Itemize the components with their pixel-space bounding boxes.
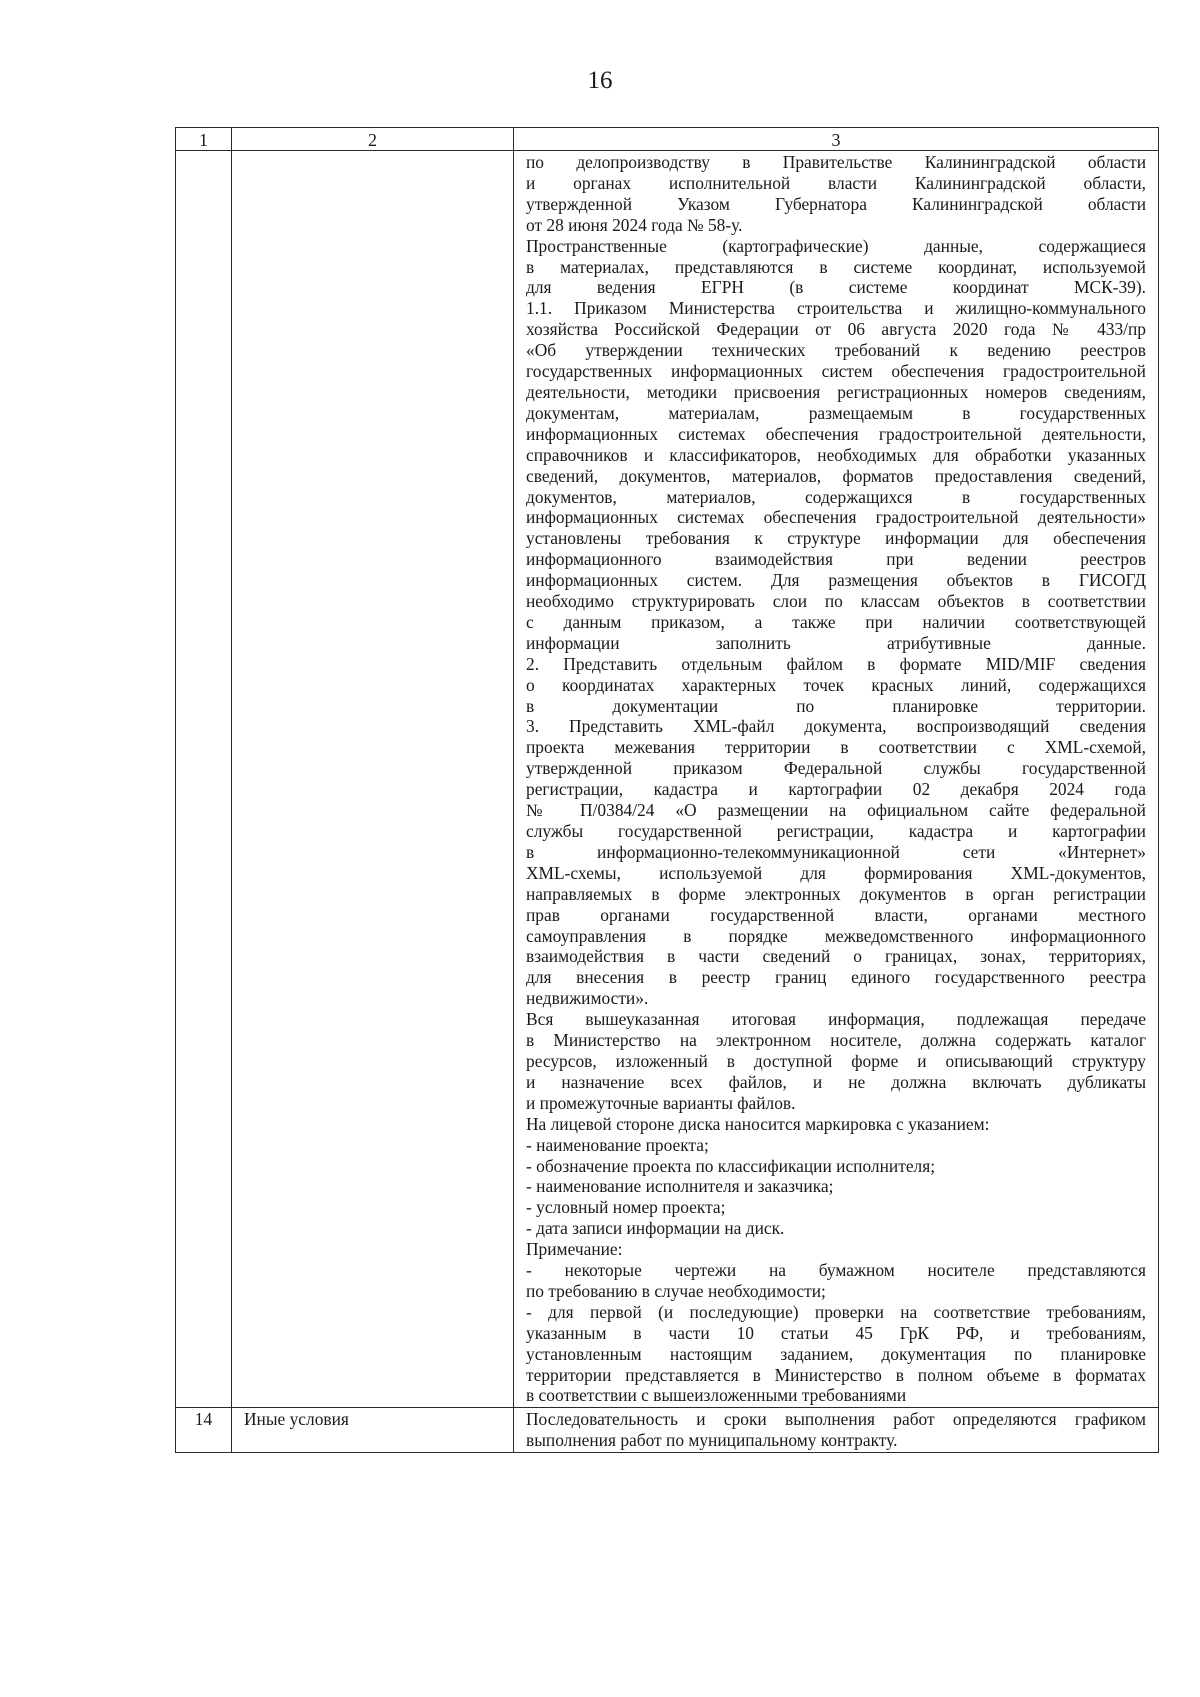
text-line: Вся вышеуказанная итоговая информация, подлежащая передаче [526, 1009, 1146, 1030]
text-line: взаимодействия в части сведений о границах, зонах, территориях, [526, 946, 1146, 967]
text-line: - обозначение проекта по классификации исполнителя; [526, 1155, 936, 1176]
text-line: проекта межевания территории в соответствии с XML-схемой, [526, 737, 1146, 758]
text-line: № П/0384/24 «О размещении на официальном сайте федеральной [526, 800, 1146, 821]
text-line: и промежуточные варианты файлов. [526, 1092, 796, 1113]
text-line: недвижимости». [526, 988, 649, 1009]
text-line: - для первой (и последующие) проверки на соответствие требованиям, [526, 1301, 1146, 1322]
text-line: - наименование исполнителя и заказчика; [526, 1176, 834, 1197]
row-14-name: Иные условия [232, 1408, 514, 1453]
text-line: информационных системах обеспечения градостроительной деятельности, [526, 423, 1146, 444]
text-line: Пространственные (картографические) данные, содержащиеся [526, 235, 1146, 256]
header-col-3: 3 [514, 128, 1159, 151]
cell-number-empty [176, 151, 232, 1408]
text-line: в материалах, представляются в системе координат, используемой [526, 256, 1146, 277]
table-row-continuation [176, 151, 1159, 1408]
text-line: информационных систем. Для размещения объектов в ГИСОГД [526, 570, 1146, 591]
text-line: территории представляется в Министерство в полном объеме в форматах [526, 1364, 1146, 1385]
table-row-14 [176, 1408, 1159, 1453]
table-header-row [176, 128, 1159, 151]
text-line: утвержденной Указом Губернатора Калининградской области [526, 193, 1146, 214]
text-line: для ведения ЕГРН (в системе координат МСК-39). [526, 277, 1146, 298]
text-line: - условный номер проекта; [526, 1197, 726, 1218]
text-line: в документации по планировке территории. [526, 695, 1146, 716]
text-line: направляемых в форме электронных документов в орган регистрации [526, 883, 1146, 904]
row-14-description [514, 1408, 1159, 1453]
text-line: необходимо структурировать слои по классам объектов в соответствии [526, 591, 1146, 612]
text-line: справочников и классификаторов, необходимых для обработки указанных [526, 444, 1146, 465]
text-line: хозяйства Российской Федерации от 06 августа 2020 года № 433/пр [526, 319, 1146, 340]
text-line: - некоторые чертежи на бумажном носителе представляются [526, 1260, 1146, 1281]
header-col-2: 2 [232, 128, 514, 151]
text-line: Примечание: [526, 1239, 623, 1260]
text-line: и назначение всех файлов, и не должна включать дубликаты [526, 1071, 1146, 1092]
text-line: информации заполнить атрибутивные данные. [526, 632, 1146, 653]
text-line: установленным настоящим заданием, документация по планировке [526, 1343, 1146, 1364]
text-line: На лицевой стороне диска наносится маркировка с указанием: [526, 1113, 990, 1134]
text-line: Последовательность и сроки выполнения работ определяются графиком [526, 1409, 1146, 1430]
text-line: для внесения в реестр границ единого государственного реестра [526, 967, 1146, 988]
text-line: деятельности, методики присвоения регистрационных номеров сведениям, [526, 381, 1146, 402]
text-line: в соответствии с вышеизложенными требованиями [526, 1385, 907, 1406]
text-line: указанным в части 10 статьи 45 ГрК РФ, и требованиям, [526, 1322, 1146, 1343]
text-line: по требованию в случае необходимости; [526, 1280, 826, 1301]
text-line: документов, материалов, содержащихся в государственных [526, 486, 1146, 507]
text-line: ресурсов, изложенный в доступной форме и описывающий структуру [526, 1050, 1146, 1071]
text-line: государственных информационных систем обеспечения градостроительной [526, 361, 1146, 382]
text-line: по делопроизводству в Правительстве Калининградской области [526, 152, 1146, 172]
text-line: о координатах характерных точек красных линий, содержащихся [526, 674, 1146, 695]
text-line: XML-схемы, используемой для формирования XML-документов, [526, 862, 1146, 883]
text-line: 1.1. Приказом Министерства строительства и жилищно-коммунального [526, 298, 1146, 319]
text-line: и органах исполнительной власти Калининградской области, [526, 172, 1146, 193]
text-line: регистрации, кадастра и картографии 02 декабря 2024 года [526, 779, 1146, 800]
text-line: от 28 июня 2024 года № 58-у. [526, 214, 743, 235]
header-col-1: 1 [176, 128, 232, 151]
text-line: в информационно-телекоммуникационной сети «Интернет» [526, 841, 1146, 862]
cell-requirements-text [514, 151, 1159, 1408]
text-line: самоуправления в порядке межведомственного информационного [526, 925, 1146, 946]
text-line: в Министерство на электронном носителе, должна содержать каталог [526, 1030, 1146, 1051]
text-line: - дата записи информации на диск. [526, 1218, 785, 1239]
text-line: 2. Представить отдельным файлом в формате MID/MIF сведения [526, 653, 1146, 674]
text-line: выполнения работ по муниципальному контракту. [526, 1430, 898, 1451]
text-line: информационного взаимодействия при ведении реестров [526, 549, 1146, 570]
row-14-number: 14 [176, 1408, 232, 1453]
text-line: документам, материалам, размещаемым в государственных [526, 402, 1146, 423]
text-line: службы государственной регистрации, кадастра и картографии [526, 821, 1146, 841]
text-line: 3. Представить XML-файл документа, воспроизводящий сведения [526, 716, 1146, 737]
page-number: 16 [587, 67, 613, 94]
text-line: «Об утверждении технических требований к ведению реестров [526, 340, 1146, 361]
text-line: - наименование проекта; [526, 1134, 709, 1155]
requirements-table [175, 127, 1159, 1453]
text-line: информационных системах обеспечения градостроительной деятельности» [526, 507, 1146, 528]
text-line: утвержденной приказом Федеральной службы государственной [526, 758, 1146, 779]
text-line: установлены требования к структуре информации для обеспечения [526, 528, 1146, 549]
cell-name-empty [232, 151, 514, 1408]
text-line: сведений, документов, материалов, форматов предоставления сведений, [526, 465, 1146, 486]
text-line: прав органами государственной власти, органами местного [526, 904, 1146, 925]
text-line: с данным приказом, а также при наличии соответствующей [526, 611, 1146, 632]
